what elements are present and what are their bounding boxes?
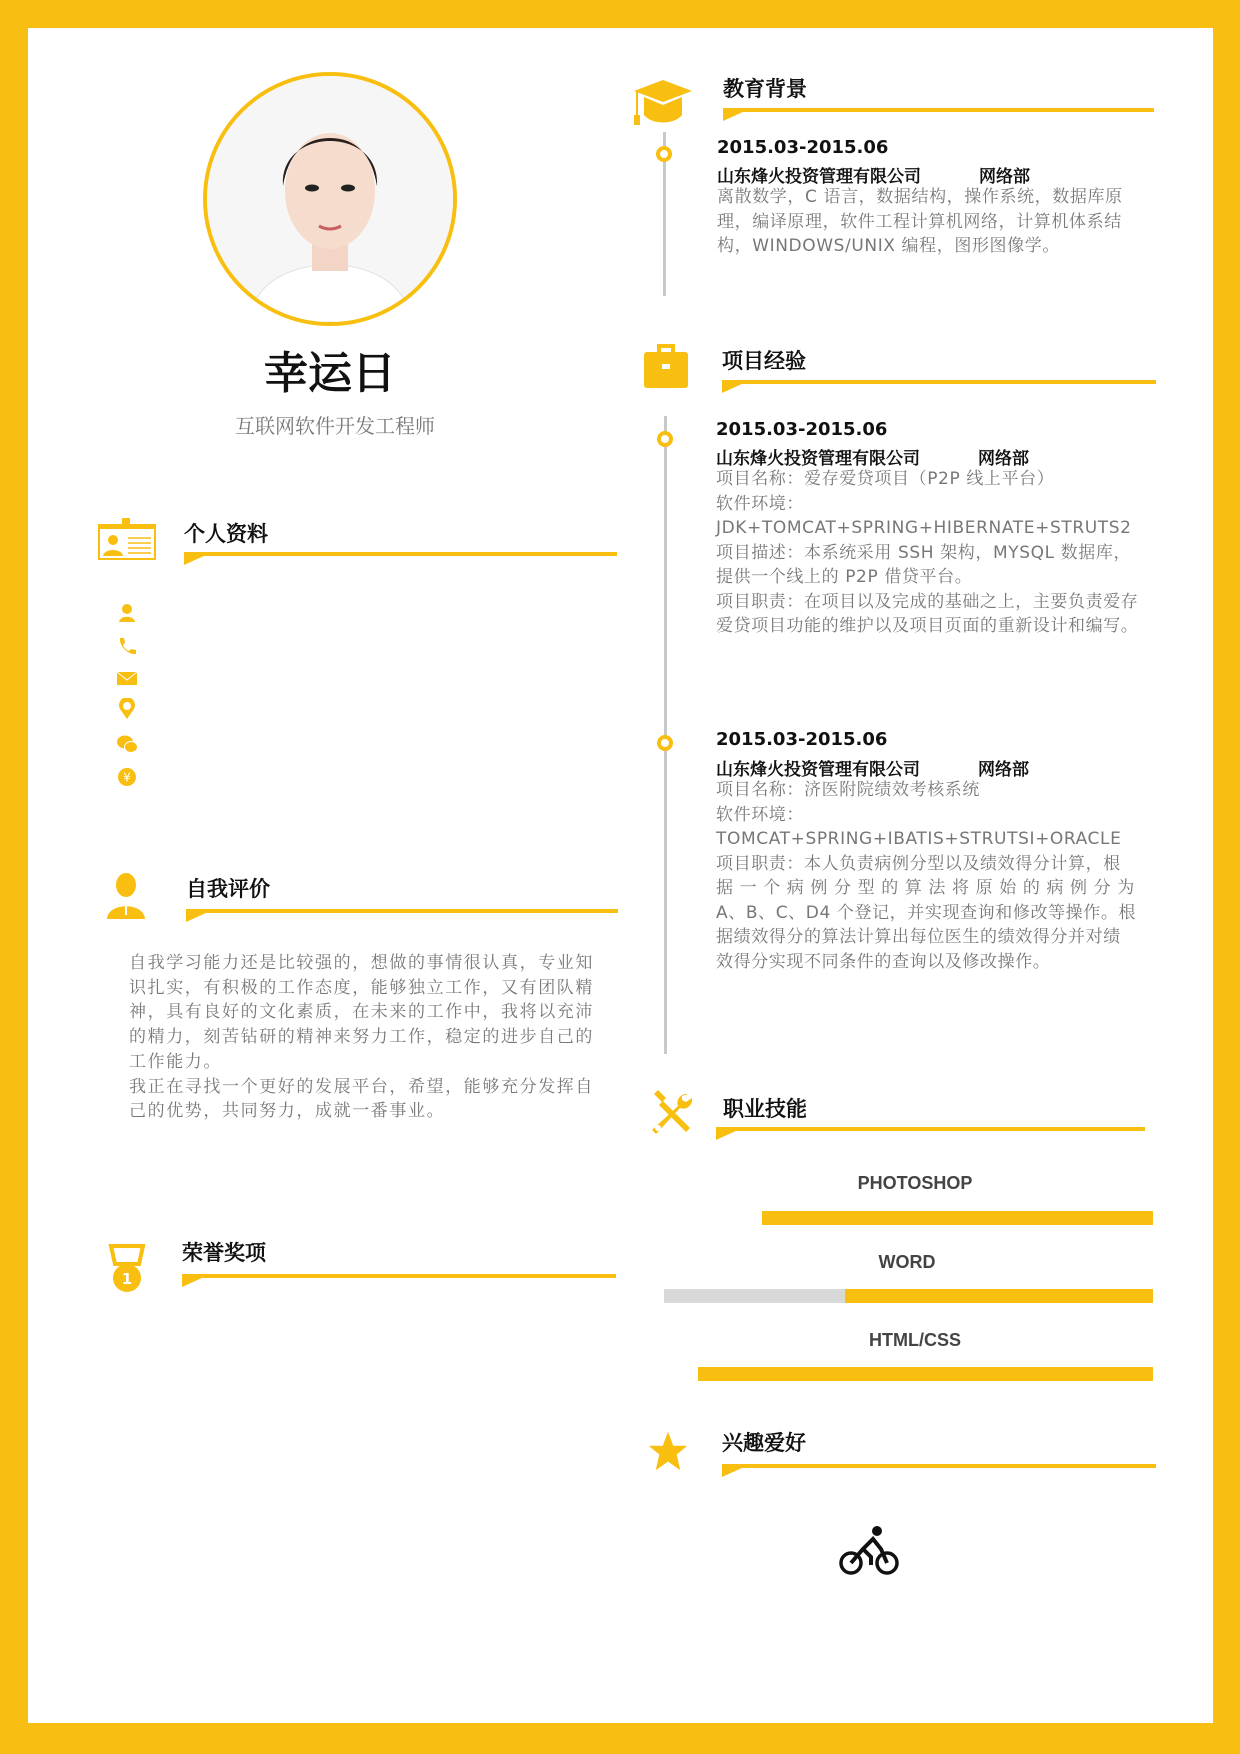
project-company <box>716 755 1029 780</box>
person-icon <box>116 602 138 624</box>
text-line: 自我学习能力还是比较强的，想做的事情很认真，专业知 <box>129 953 594 973</box>
project-company <box>716 444 1029 469</box>
text-line: 项目职责：在项目以及完成的基础之上，主要负责爱存 <box>716 591 1139 612</box>
section-title-projects: 项目经验 <box>722 349 806 373</box>
section-divider <box>722 380 1156 384</box>
section-title-self-eval: 自我评价 <box>186 877 270 901</box>
section-title-skills: 职业技能 <box>723 1097 807 1121</box>
company-name: 山东烽火投资管理有限公司 <box>716 449 920 469</box>
section-divider <box>182 1274 616 1278</box>
text-line: 据绩效得分的算法计算出每位医生的绩效得分并对绩 <box>716 927 1121 947</box>
text-line: 理，编译原理，软件工程计算机网络，计算机体系结 <box>717 211 1122 232</box>
section-title-honors: 荣誉奖项 <box>182 1241 266 1265</box>
department: 网络部 <box>978 449 1029 469</box>
text-line: 软件环境： <box>716 804 804 825</box>
profile-name: 幸运日 <box>264 348 396 399</box>
company-name: 山东烽火投资管理有限公司 <box>716 760 920 780</box>
skill-bar <box>664 1289 1153 1303</box>
text-line: A、B、C、D4 个登记，并实现查询和修改等操作。根 <box>716 902 1137 923</box>
skill-bar-fill <box>698 1367 1153 1381</box>
skill-label: PHOTOSHOP <box>857 1173 973 1193</box>
user-icon <box>106 872 146 920</box>
text-line: 项目名称：爱存爱贷项目（P2P 线上平台） <box>716 469 1055 489</box>
section-divider <box>186 909 618 913</box>
project-date: 2015.03-2015.06 <box>716 419 888 440</box>
department: 网络部 <box>979 167 1030 187</box>
text-line: 软件环境： <box>716 493 804 514</box>
section-divider <box>184 552 617 556</box>
project-date: 2015.03-2015.06 <box>716 729 888 750</box>
text-line: 爱贷项目功能的维护以及项目页面的重新设计和编写。 <box>716 616 1139 636</box>
education-description <box>717 185 1123 259</box>
text-line: 识扎实，有积极的工作态度，能够独立工作，又有团队精 <box>129 977 594 998</box>
mail-icon <box>116 667 138 689</box>
skill-bar <box>664 1211 1153 1225</box>
project-description <box>716 778 1136 974</box>
text-line: 项目职责：本人负责病例分型以及绩效得分计算，根 <box>716 853 1121 874</box>
skill-label: HTML/CSS <box>869 1330 961 1350</box>
project-description <box>716 467 1138 639</box>
medal-icon <box>107 1244 147 1296</box>
section-title-personal: 个人资料 <box>184 522 268 546</box>
skill-label: WORD <box>878 1252 936 1272</box>
id-card-icon <box>98 518 156 560</box>
profile-photo <box>203 72 457 326</box>
text-line: 项目描述：本系统采用 SSH 架构，MYSQL 数据库， <box>716 542 1132 563</box>
skill-bar <box>664 1367 1153 1381</box>
section-title-hobbies: 兴趣爱好 <box>722 1431 806 1455</box>
svg-text:¥: ¥ <box>123 770 131 785</box>
location-icon <box>116 698 138 720</box>
skill-bar-fill <box>762 1211 1153 1225</box>
timeline-dot <box>657 735 673 751</box>
timeline-dot <box>656 146 672 162</box>
phone-icon <box>116 636 138 658</box>
section-divider <box>716 1127 1145 1131</box>
department: 网络部 <box>978 760 1029 780</box>
yuan-icon <box>116 766 138 788</box>
text-line: 工作能力。 <box>129 1051 222 1072</box>
text-line: 我正在寻找一个更好的发展平台，希望，能够充分发挥自 <box>129 1076 594 1097</box>
company-name: 山东烽火投资管理有限公司 <box>717 167 921 187</box>
star-icon <box>647 1430 689 1472</box>
text-line: 神，具有良好的文化素质，在未来的工作中，我将以充沛 <box>129 1002 594 1023</box>
section-title-education: 教育背景 <box>723 77 807 101</box>
wechat-icon <box>116 733 138 755</box>
skill-bar-fill <box>845 1289 1153 1303</box>
self-eval-text <box>129 951 594 1124</box>
education-company <box>717 162 1030 187</box>
timeline-dot <box>657 431 673 447</box>
section-divider <box>723 108 1154 112</box>
text-line: 项目名称：济医附院绩效考核系统 <box>716 780 980 800</box>
text-line: 据 一 个 病 例 分 型 的 算 法 将 原 始 的 病 例 分 为 <box>716 878 1135 898</box>
section-divider <box>722 1464 1156 1468</box>
text-line: JDK+TOMCAT+SPRING+HIBERNATE+STRUTS2 <box>716 518 1132 538</box>
education-date: 2015.03-2015.06 <box>717 137 889 158</box>
text-line: 构，WINDOWS/UNIX 编程，图形图像学。 <box>717 236 1060 256</box>
svg-text:1: 1 <box>121 1270 133 1288</box>
text-line: TOMCAT+SPRING+IBATIS+STRUTSI+ORACLE <box>716 829 1122 849</box>
tools-icon <box>648 1090 694 1136</box>
cycling-icon <box>839 1525 899 1577</box>
text-line: 提供一个线上的 P2P 借贷平台。 <box>716 567 973 587</box>
text-line: 己的优势，共同努力，成就一番事业。 <box>129 1101 446 1122</box>
text-line: 的精力，刻苦钻研的精神来努力工作，稳定的进步自己的 <box>129 1027 594 1048</box>
text-line: 离散数学，C 语言，数据结构，操作系统，数据库原 <box>717 187 1123 207</box>
briefcase-icon <box>643 342 689 390</box>
profile-title: 互联网软件开发工程师 <box>235 414 435 438</box>
text-line: 效得分实现不同条件的查询以及修改操作。 <box>716 951 1051 972</box>
graduation-cap-icon <box>632 79 694 127</box>
